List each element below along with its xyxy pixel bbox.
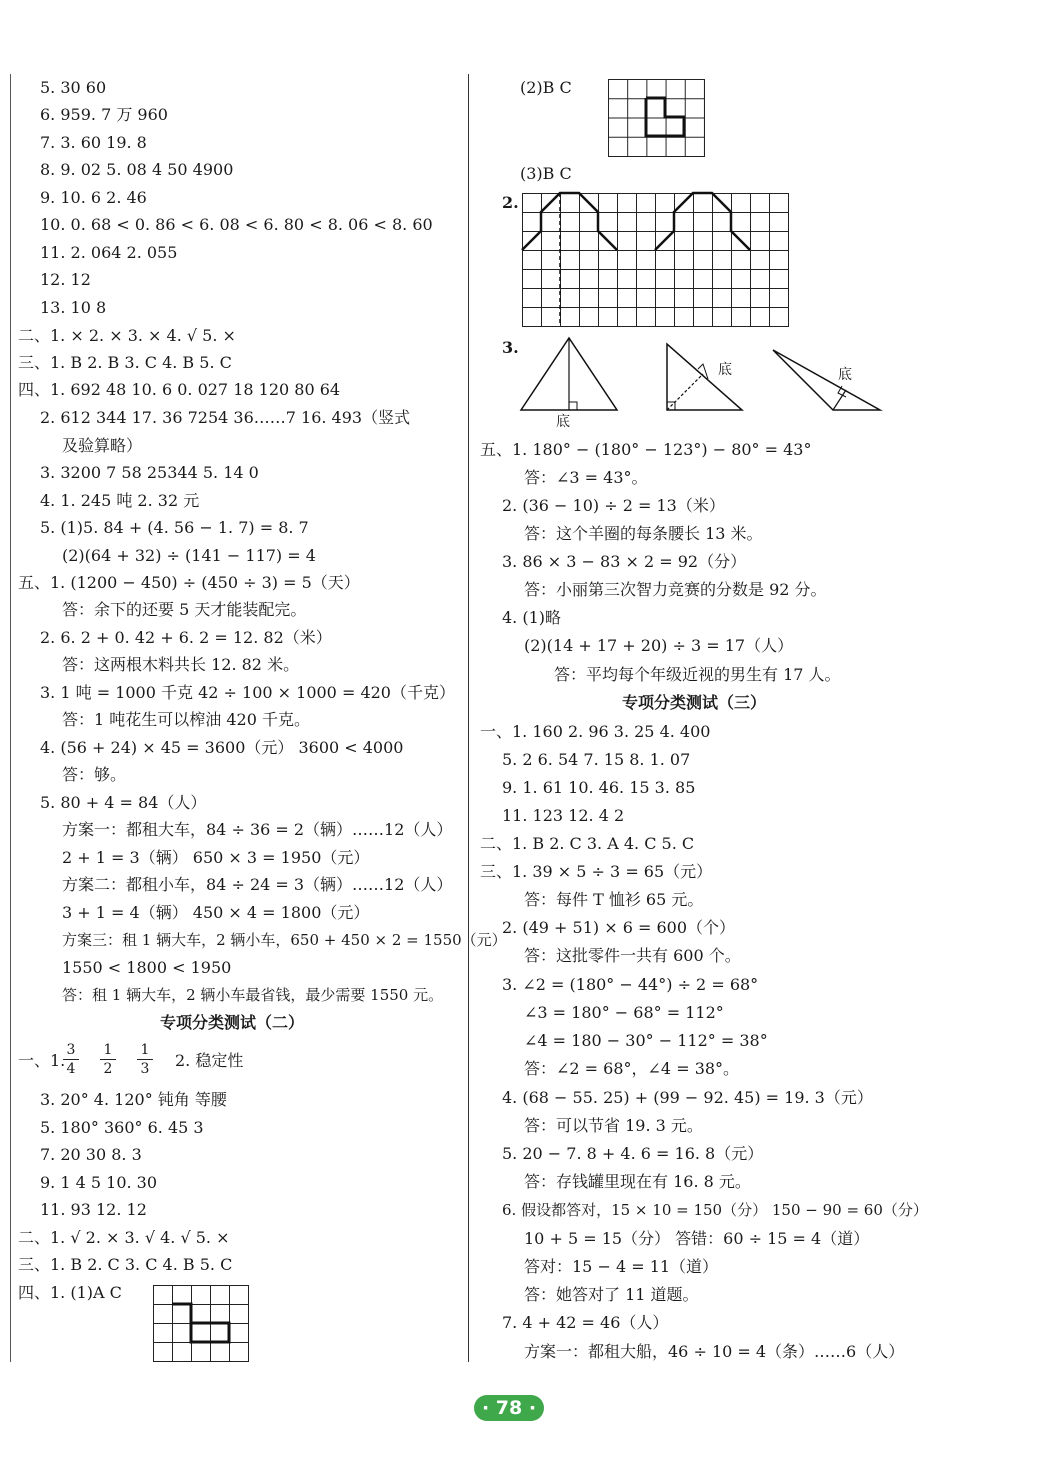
triangle-figures	[515, 338, 885, 433]
fraction-denominator: 4	[66, 1061, 76, 1077]
answer-line: 6. 959. 7 万 960	[40, 105, 168, 124]
answer-line: 四、1. (1)A C	[18, 1283, 122, 1302]
answer-line: 答：1 吨花生可以榨油 420 千克。	[62, 710, 310, 729]
section-title: 专项分类测试（二）	[160, 1013, 305, 1032]
section-title: 专项分类测试（三）	[622, 693, 767, 712]
answer-line: 3 + 1 = 4（辆） 450 × 4 = 1800（元）	[62, 903, 370, 922]
answer-line: 4. (1)略	[502, 608, 562, 627]
fraction	[137, 1042, 153, 1077]
answer-line: 答：∠3 = 43°。	[524, 468, 648, 487]
figure-label: (2)B C	[520, 78, 572, 97]
answer-line: 2. 6. 2 + 0. 42 + 6. 2 = 12. 82（米）	[40, 628, 332, 647]
answer-line: 5. 30 60	[40, 78, 107, 97]
page-number: · 78 ·	[474, 1395, 544, 1421]
answer-line: 二、1. B 2. C 3. A 4. C 5. C	[480, 834, 695, 853]
base-label: 底	[556, 414, 570, 430]
answer-line: 五、1. 180° − (180° − 123°) − 80° = 43°	[480, 440, 812, 459]
answer-line: 四、1. 692 48 10. 6 0. 027 18 120 80 64	[18, 380, 341, 399]
answer-line: ∠4 = 180 − 30° − 112° = 38°	[524, 1031, 768, 1050]
answer-line: 10 + 5 = 15（分） 答错：60 ÷ 15 = 4（道）	[524, 1229, 870, 1248]
answer-line: 2 + 1 = 3（辆） 650 × 3 = 1950（元）	[62, 848, 370, 867]
answer-line: 9. 10. 6 2. 46	[40, 188, 147, 207]
answer-line: 答：这个羊圈的每条腰长 13 米。	[524, 524, 763, 543]
answer-line: 5. 180° 360° 6. 45 3	[40, 1118, 204, 1137]
answer-line: 答：∠2 = 68°，∠4 = 38°。	[524, 1059, 740, 1078]
answer-line: 答：余下的还要 5 天才能装配完。	[62, 600, 307, 619]
answer-line: 答：可以节省 19. 3 元。	[524, 1116, 703, 1135]
base-label: 底	[718, 362, 732, 378]
question-number: 3.	[502, 338, 519, 357]
answer-line: 答：租 1 辆大车，2 辆小车最省钱，最少需要 1550 元。	[62, 986, 444, 1004]
answer-line: 2. 稳定性	[175, 1051, 244, 1070]
answer-line: 答：这两根木料共长 12. 82 米。	[62, 655, 300, 674]
answer-line: 3. 20° 4. 120° 钝角 等腰	[40, 1090, 227, 1109]
answer-line: 三、1. B 2. C 3. C 4. B 5. C	[18, 1255, 233, 1274]
answer-line: 2. (49 + 51) × 6 = 600（个）	[502, 918, 736, 937]
fraction-denominator: 2	[103, 1061, 113, 1077]
answer-line: 三、1. 39 × 5 ÷ 3 = 65（元）	[480, 862, 713, 881]
answer-line: 9. 1. 61 10. 46. 15 3. 85	[502, 778, 696, 797]
answer-line: 7. 3. 60 19. 8	[40, 133, 147, 152]
answer-line: 13. 10 8	[40, 298, 107, 317]
answer-line: 答：平均每个年级近视的男生有 17 人。	[554, 665, 841, 684]
answer-line: 11. 123 12. 4 2	[502, 806, 625, 825]
answer-line: 五、1. (1200 − 450) ÷ (450 ÷ 3) = 5（天）	[18, 573, 360, 592]
answer-line: 答：她答对了 11 道题。	[524, 1285, 699, 1304]
answer-line: 4. (56 + 24) × 45 = 3600（元） 3600 < 4000	[40, 738, 404, 757]
fraction-denominator: 3	[140, 1061, 150, 1077]
grid-shape	[608, 79, 705, 157]
answer-line: 3. ∠2 = (180° − 44°) ÷ 2 = 68°	[502, 975, 759, 994]
answer-line: 11. 2. 064 2. 055	[40, 243, 178, 262]
answer-line: 10. 0. 68 < 0. 86 < 6. 08 < 6. 80 < 8. 06 < 8. 60	[40, 215, 433, 234]
answer-line: 5. 80 + 4 = 84（人）	[40, 793, 207, 812]
answer-line: 答：小丽第三次智力竞赛的分数是 92 分。	[524, 580, 827, 599]
answer-line: ∠3 = 180° − 68° = 112°	[524, 1003, 724, 1022]
answer-line: 6. 假设都答对，15 × 10 = 150（分） 150 − 90 = 60（分）	[502, 1201, 928, 1219]
answer-line: 7. 4 + 42 = 46（人）	[502, 1313, 669, 1332]
left-border	[10, 74, 11, 1362]
question-number: 2.	[502, 193, 519, 212]
answer-line: 3. 1 吨 = 1000 千克 42 ÷ 100 × 1000 = 420（千克）	[40, 683, 455, 702]
answer-line: 8. 9. 02 5. 08 4 50 4900	[40, 160, 234, 179]
answer-line: 5. 2 6. 54 7. 15 8. 1. 07	[502, 750, 691, 769]
fraction	[100, 1042, 116, 1077]
answer-line: 及验算略）	[62, 436, 143, 455]
fraction-numerator: 3	[66, 1042, 76, 1058]
fraction-numerator: 1	[103, 1042, 113, 1058]
answer-line: 答：够。	[62, 765, 127, 784]
answer-line: 5. 20 − 7. 8 + 4. 6 = 16. 8（元）	[502, 1144, 764, 1163]
answer-line: 二、1. √ 2. × 3. √ 4. √ 5. ×	[18, 1228, 230, 1247]
answer-line: 3. 3200 7 58 25344 5. 14 0	[40, 463, 259, 482]
answer-line: 一、1. 160 2. 96 3. 25 4. 400	[480, 722, 711, 741]
answer-line: 4. 1. 245 吨 2. 32 元	[40, 491, 200, 510]
answer-line: 答：存钱罐里现在有 16. 8 元。	[524, 1172, 751, 1191]
answer-line: 答：每件 T 恤衫 65 元。	[524, 890, 704, 909]
answer-line: 12. 12	[40, 270, 91, 289]
fraction-numerator: 1	[140, 1042, 150, 1058]
answer-line: 1550 < 1800 < 1950	[62, 958, 232, 977]
answer-line: 7. 20 30 8. 3	[40, 1145, 142, 1164]
answer-line: 4. (68 − 55. 25) + (99 − 92. 45) = 19. 3（元）	[502, 1088, 873, 1107]
answer-line: 2. 612 344 17. 36 7254 36……7 16. 493（竖式	[40, 408, 411, 427]
answer-line: 2. (36 − 10) ÷ 2 = 13（米）	[502, 496, 725, 515]
answer-line: 答：这批零件一共有 600 个。	[524, 946, 741, 965]
answer-line: (2)(14 + 17 + 20) ÷ 3 = 17（人）	[524, 636, 794, 655]
answer-line: 3. 86 × 3 − 83 × 2 = 92（分）	[502, 552, 747, 571]
answer-line: 三、1. B 2. B 3. C 4. B 5. C	[18, 353, 232, 372]
grid-shape	[153, 1285, 249, 1362]
answer-line: 5. (1)5. 84 + (4. 56 − 1. 7) = 8. 7	[40, 518, 309, 537]
column-divider	[468, 74, 469, 1362]
answer-line: 方案一：都租大车，84 ÷ 36 = 2（辆）……12（人）	[62, 820, 453, 839]
fraction	[63, 1042, 79, 1077]
answer-line: 11. 93 12. 12	[40, 1200, 147, 1219]
figure-label: (3)B C	[520, 164, 572, 183]
answer-line: 二、1. × 2. × 3. × 4. √ 5. ×	[18, 326, 236, 345]
grid-shape	[522, 193, 789, 327]
answer-prefix: 一、1.	[18, 1051, 66, 1070]
answer-line: 方案三：租 1 辆大车，2 辆小车，650 + 450 × 2 = 1550（元）	[62, 931, 507, 949]
answer-line: 方案一：都租大船，46 ÷ 10 = 4（条）……6（人）	[524, 1342, 905, 1361]
base-label: 底	[838, 367, 852, 383]
answer-line: 答对：15 − 4 = 11（道）	[524, 1257, 719, 1276]
answer-line: 9. 1 4 5 10. 30	[40, 1173, 158, 1192]
answer-line: (2)(64 + 32) ÷ (141 − 117) = 4	[62, 546, 316, 565]
answer-line: 方案二：都租小车，84 ÷ 24 = 3（辆）……12（人）	[62, 875, 453, 894]
